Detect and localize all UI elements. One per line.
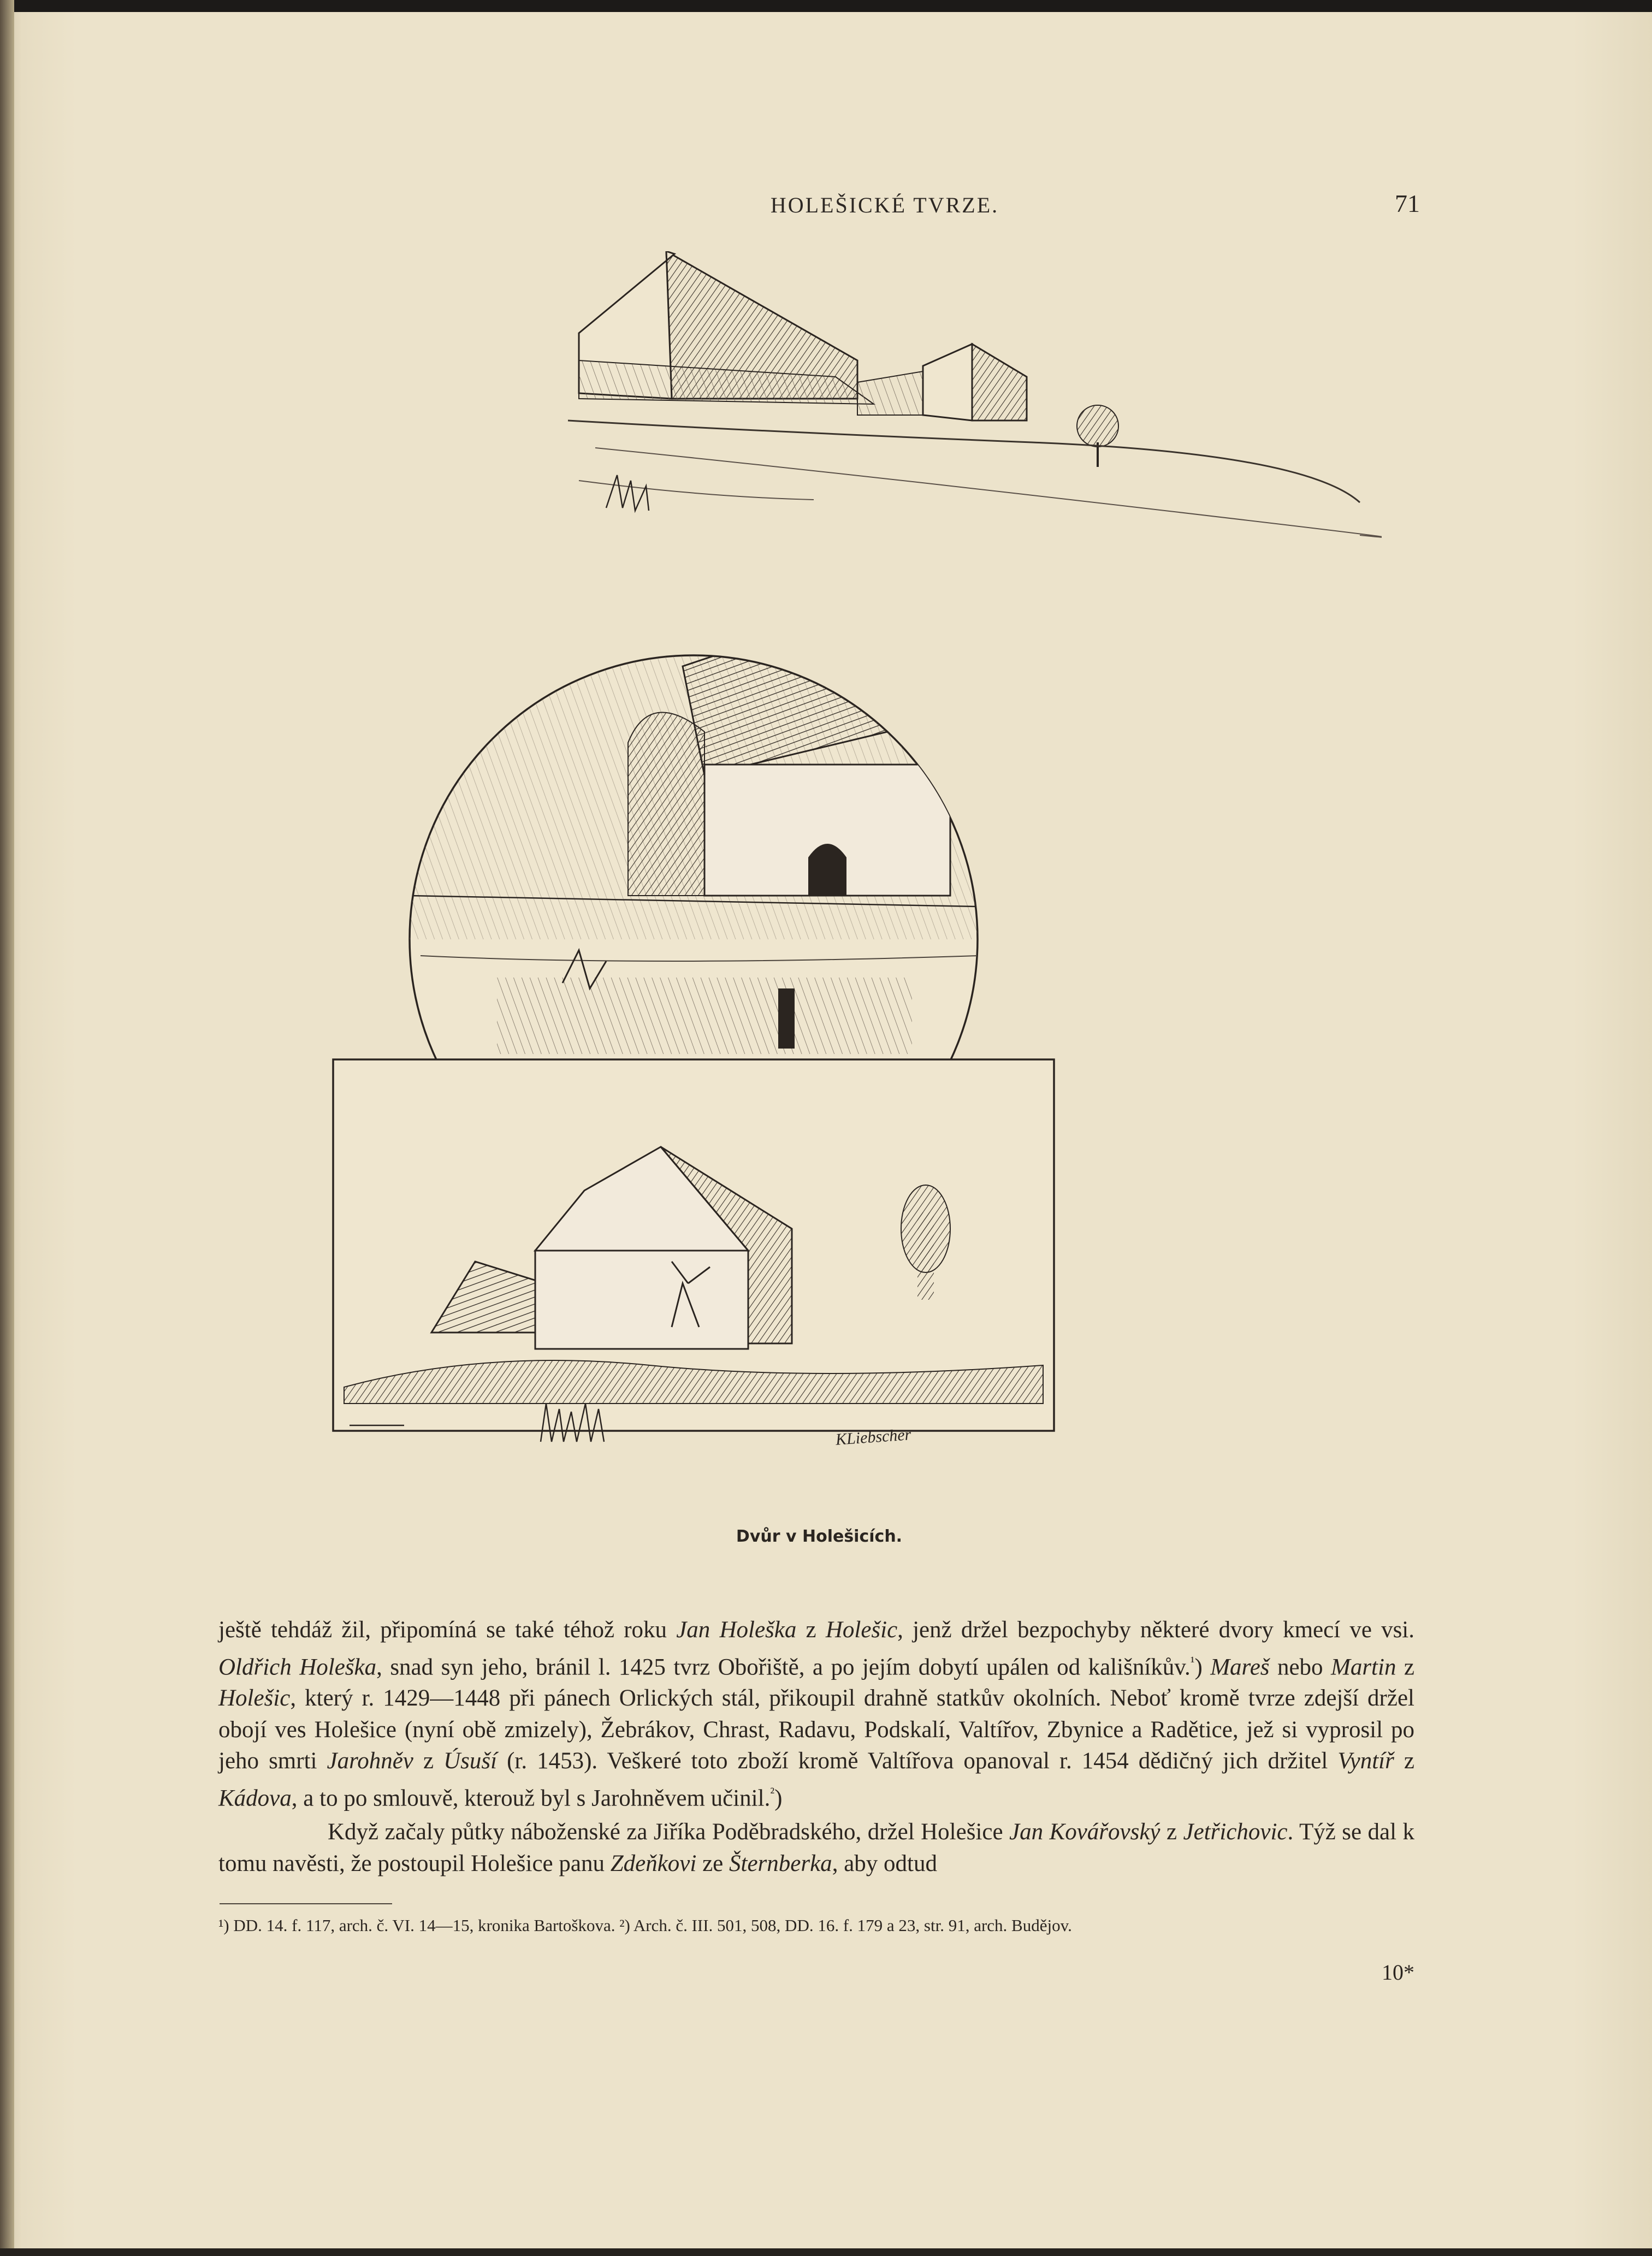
paragraph1-run: ještě tehdáž žil, připomíná se také téhož roku: [218, 1617, 677, 1643]
rectangular-vignette-manor: [333, 1059, 1054, 1442]
paragraph2-run: Jan Kovářovský: [1009, 1819, 1160, 1845]
paragraph2-run: . Týž se dal k tomu navěsti, že postoupil Holešice panu: [218, 1819, 1414, 1876]
engraving-illustration: [322, 251, 1382, 1507]
paragraph1-run: z: [796, 1617, 826, 1643]
top-vignette-barns: [568, 251, 1382, 537]
paragraph1-run: Mareš: [1210, 1654, 1270, 1680]
artist-signature: KLiebscher: [834, 1425, 912, 1449]
paragraph1-run: z: [1394, 1748, 1414, 1774]
scan-edge-bottom: [0, 2248, 1652, 2256]
paragraph2-run: Když začaly půtky náboženské za Jiříka Poděbradského, držel Holešice: [328, 1819, 1009, 1845]
scan-edge-top: [0, 0, 1652, 12]
footnotes: ¹) DD. 14. f. 117, arch. č. VI. 14—15, kronika Bartoškova. ²) Arch. č. III. 501, 508, DD. 16. f. 179 a 23, str. 91, arch. Budějov.: [218, 1916, 1072, 1935]
paragraph1-run: Holešic: [218, 1685, 291, 1712]
running-head: HOLEŠICKÉ TVRZE.: [770, 193, 999, 217]
paragraph2-run: Zdeňkovi: [610, 1850, 697, 1876]
paragraph1-run: , a to po smlouvě, kterouž byl s Jarohněvem učinil.: [291, 1785, 771, 1811]
body-paragraph-2: [218, 1816, 1414, 1879]
page-number: 71: [1395, 190, 1420, 217]
paragraph2-run: Jetřichovic: [1183, 1819, 1288, 1845]
paragraph1-run: ): [774, 1785, 783, 1811]
paragraph1-run: nebo: [1269, 1654, 1331, 1680]
page-binding-edge: [0, 0, 14, 2256]
paragraph1-run: , jenž držel bezpochyby některé dvory kmecí ve vsi.: [897, 1617, 1415, 1643]
figure-caption: Dvůr v Holešicích.: [736, 1527, 903, 1546]
paragraph2-run: z: [1160, 1819, 1183, 1845]
paragraph1-run: Jarohněv: [327, 1748, 413, 1774]
paragraph1-run: Jan Holeška: [676, 1617, 797, 1643]
paragraph2-run: Šternberka: [729, 1850, 832, 1876]
body-paragraph-1: [218, 1614, 1414, 1814]
paragraph1-run: , který r. 1429—1448 při pánech Orlických stál, přikoupil drahně statkův okolních. Neboť kromě tvrze zdejší držel obojí ves Holešice (nyní obě zmizely), Žebrákov, Chrast, Radavu, Podskalí, Valtířov, Zbynice a Radětice, jež si vyprosil po jeho smrti: [218, 1685, 1414, 1774]
paragraph1-run: z: [1396, 1654, 1414, 1680]
paragraph1-run: ²: [770, 1784, 775, 1801]
footnote-rule: [220, 1903, 392, 1904]
paragraph1-run: ¹: [1190, 1653, 1195, 1669]
paragraph1-run: (r. 1453). Veškeré toto zboží kromě Valtířova opanoval r. 1454 dědičný jich držitel: [497, 1748, 1338, 1774]
paragraph1-run: Úsuší: [443, 1748, 498, 1774]
paragraph1-run: , snad syn jeho, bránil l. 1425 tvrz Obořiště, a po jejím dobytí upálen od kališníkův.: [376, 1654, 1191, 1680]
paragraph1-run: Oldřich Holeška: [218, 1654, 377, 1680]
paragraph1-run: Kádova: [218, 1785, 292, 1811]
paragraph1-run: z: [413, 1748, 444, 1774]
signature-mark: 10*: [1382, 1960, 1414, 1985]
paragraph1-run: Martin: [1331, 1654, 1396, 1680]
paragraph1-run: Vyntíř: [1337, 1748, 1394, 1774]
paragraph1-run: Holešic: [825, 1617, 898, 1643]
paragraph2-run: , aby odtud: [832, 1850, 937, 1876]
paragraph1-run: ): [1194, 1654, 1211, 1680]
paragraph2-run: ze: [696, 1850, 730, 1876]
